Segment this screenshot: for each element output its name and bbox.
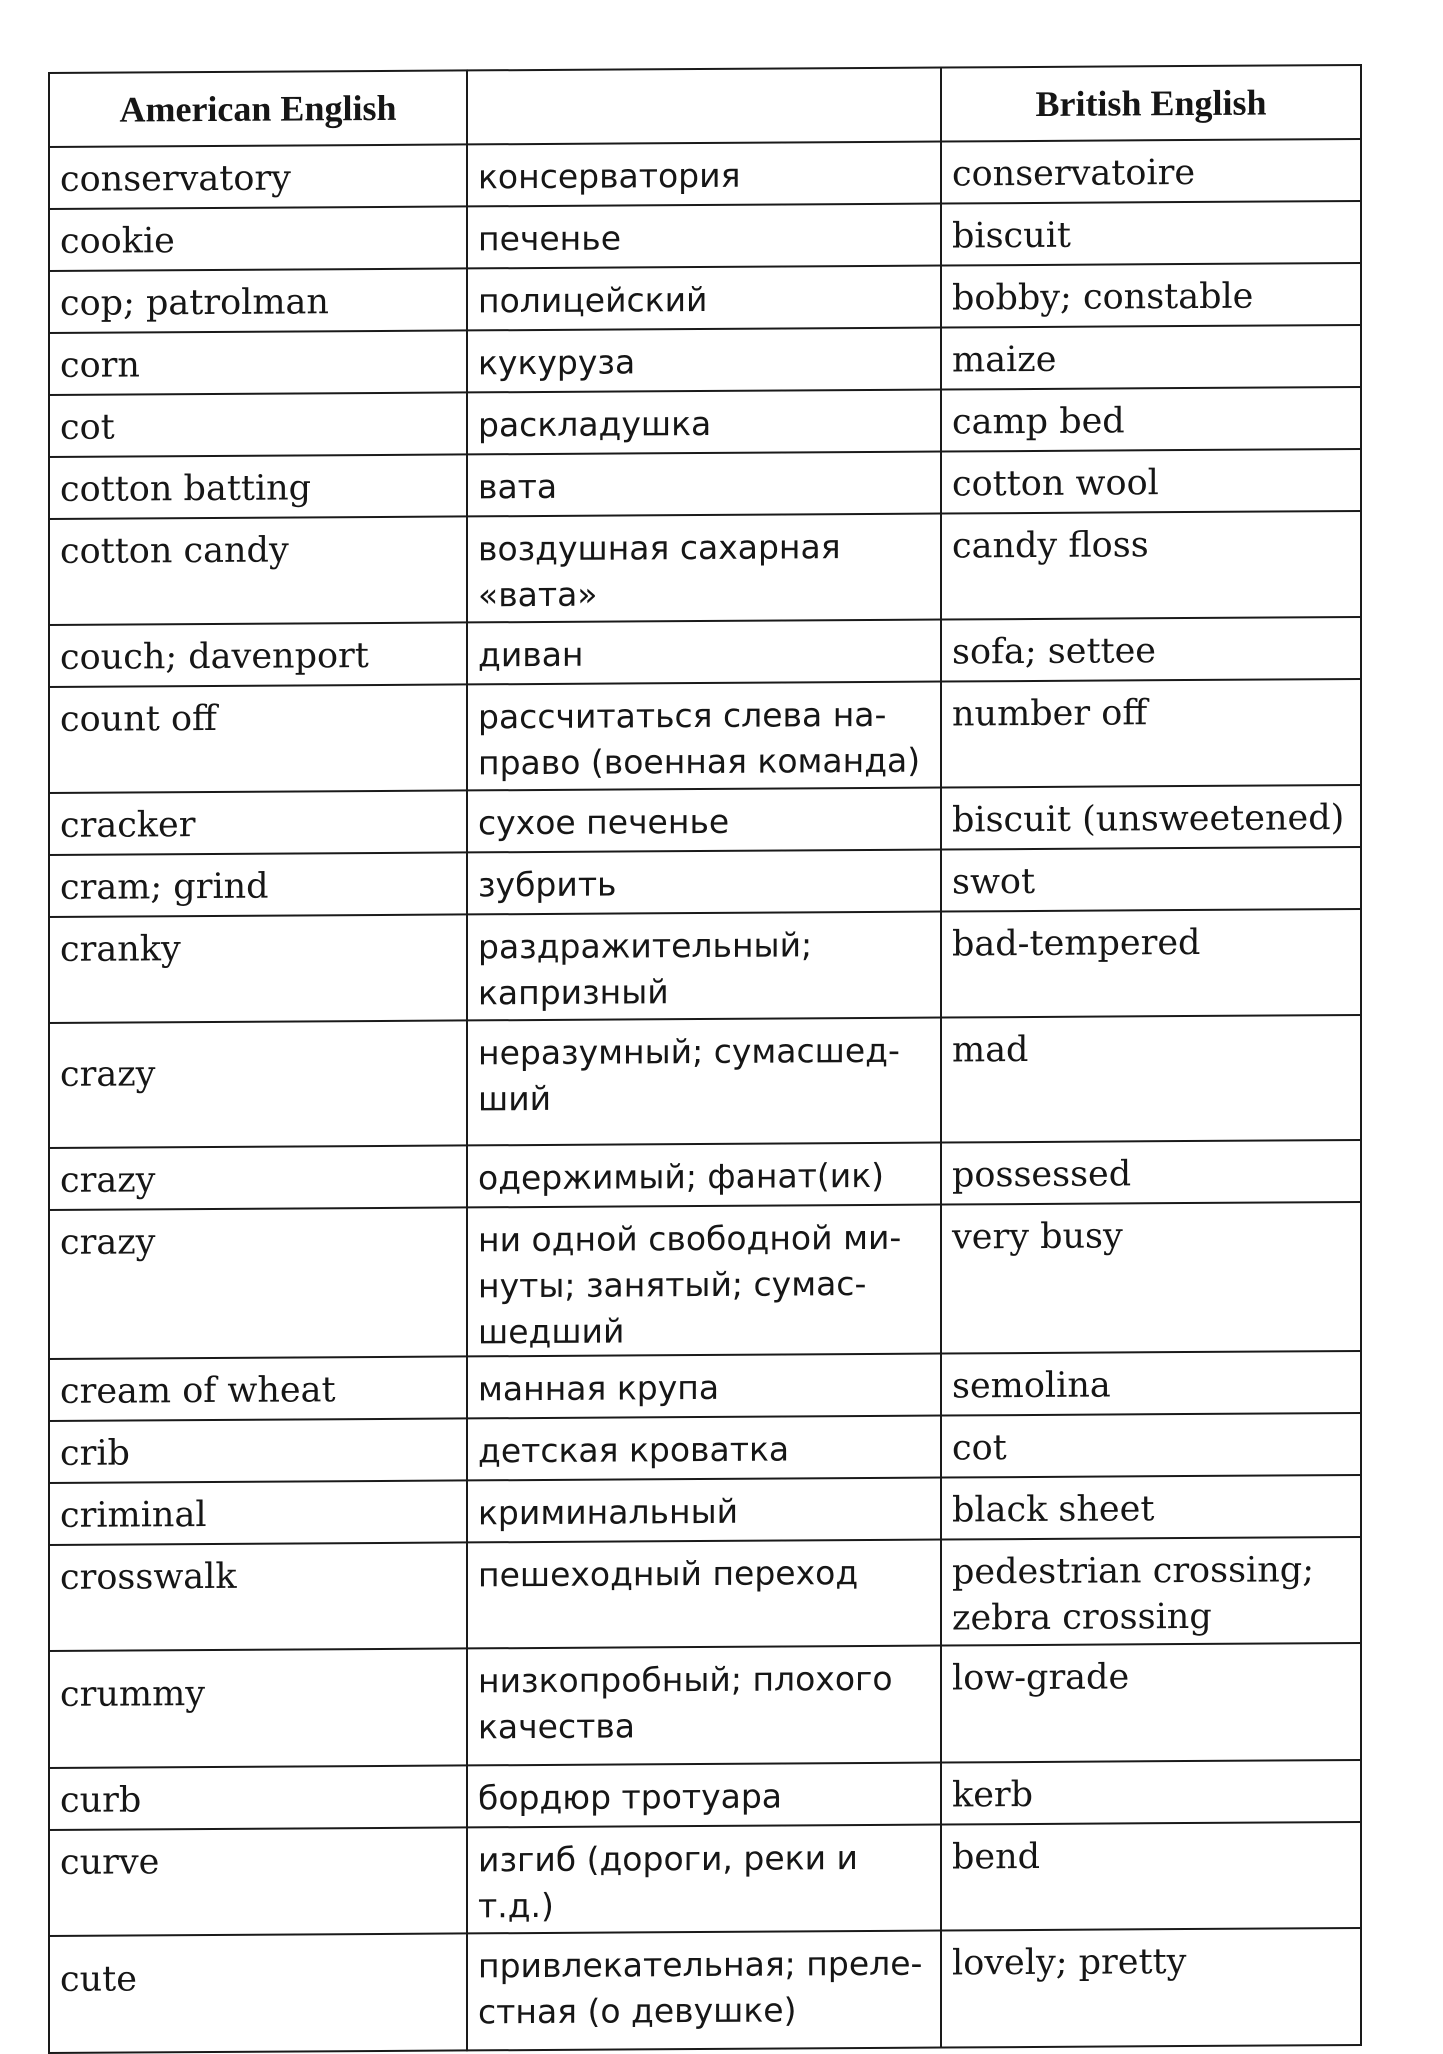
table-row [49,1351,1361,1421]
british-cell: candy floss [941,511,1361,620]
russian-cell: кукуруза [467,328,941,393]
russian-cell: диван [467,620,941,685]
russian-cell: печенье [467,204,941,269]
american-cell: conservatory [49,144,467,209]
russian-cell: манная крупа [467,1354,941,1419]
russian-cell: консерватория [467,142,941,207]
russian-cell: детская кроватка [467,1416,941,1481]
american-cell: cop; patrolman [49,268,467,333]
russian-cell: воздушная сахарная «вата» [467,514,941,623]
table-row [49,1140,1361,1210]
british-cell: possessed [941,1140,1361,1205]
russian-cell: вата [467,452,941,517]
table-row [49,387,1361,457]
russian-cell: ни одной свободной ми-нуты; занятый; сумас-шедший [467,1205,941,1357]
vocabulary-table [48,64,1362,2054]
american-cell: crazy [49,1145,467,1210]
table-row [49,679,1361,793]
british-cell: sofa; settee [941,617,1361,682]
american-cell: cotton batting [49,454,467,519]
russian-cell: одержимый; фанат(ик) [467,1143,941,1208]
table-row [49,1475,1361,1545]
british-cell: bend [941,1822,1361,1931]
table-row [49,785,1361,855]
russian-cell: рассчитаться слева на-право (военная команда) [467,682,941,791]
british-cell: kerb [941,1760,1361,1825]
american-cell: cotton candy [49,516,467,625]
russian-cell: низкопробный; плохого качества [467,1646,941,1766]
american-cell: crummy [49,1648,467,1768]
american-cell: cute [49,1933,467,2053]
american-cell: cram; grind [49,852,467,917]
american-cell: cracker [49,790,467,855]
american-cell: crazy [49,1207,467,1359]
table-row [49,617,1361,687]
table-row [49,139,1361,209]
british-cell: swot [941,847,1361,912]
british-cell: pedestrian crossing; zebra crossing [941,1537,1361,1646]
russian-cell: сухое печенье [467,788,941,853]
table-row [49,1822,1361,1936]
british-cell: biscuit [941,201,1361,266]
russian-cell: бордюр тротуара [467,1763,941,1828]
table-row [49,449,1361,519]
american-cell: crib [49,1418,467,1483]
table-header-row [49,65,1361,147]
british-cell: bad-tempered [941,909,1361,1018]
russian-cell: неразумный; сумасшед-ший [467,1018,941,1146]
british-cell: number off [941,679,1361,788]
american-cell: criminal [49,1480,467,1545]
british-cell: black sheet [941,1475,1361,1540]
russian-cell: привлекательная; преле-стная (о девушке) [467,1931,941,2051]
russian-cell: зубрить [467,850,941,915]
russian-cell: раскладушка [467,390,941,455]
table-row [49,1202,1361,1359]
table-row [49,1537,1361,1651]
header-russian [467,68,941,145]
table-row [49,909,1361,1023]
american-cell: crazy [49,1020,467,1148]
table-row [49,1643,1361,1768]
header-american-english: American English [49,70,467,147]
american-cell: crosswalk [49,1542,467,1651]
table-row [49,263,1361,333]
russian-cell: пешеходный переход [467,1540,941,1649]
american-cell: curb [49,1765,467,1830]
british-cell: camp bed [941,387,1361,452]
russian-cell: раздражительный; капризный [467,912,941,1021]
table-row [49,1413,1361,1483]
british-cell: conservatoire [941,139,1361,204]
table-row [49,1760,1361,1830]
russian-cell: криминальный [467,1478,941,1543]
british-cell: semolina [941,1351,1361,1416]
table-row [49,511,1361,625]
table-body [49,139,1361,2053]
american-cell: corn [49,330,467,395]
american-cell: couch; davenport [49,622,467,687]
american-cell: cookie [49,206,467,271]
british-cell: cot [941,1413,1361,1478]
british-cell: lovely; pretty [941,1928,1361,2048]
american-cell: count off [49,684,467,793]
british-cell: mad [941,1015,1361,1143]
header-british-english: British English [941,65,1361,142]
british-cell: low-grade [941,1643,1361,1763]
british-cell: very busy [941,1202,1361,1354]
russian-cell: изгиб (дороги, реки и т.д.) [467,1825,941,1934]
british-cell: cotton wool [941,449,1361,514]
table-row [49,1015,1361,1148]
table-row [49,201,1361,271]
american-cell: cot [49,392,467,457]
american-cell: cranky [49,914,467,1023]
russian-cell: полицейский [467,266,941,331]
american-cell: curve [49,1827,467,1936]
table-row [49,847,1361,917]
table-row [49,325,1361,395]
british-cell: biscuit (unsweetened) [941,785,1361,850]
table-row [49,1928,1361,2053]
american-cell: cream of wheat [49,1356,467,1421]
british-cell: bobby; constable [941,263,1361,328]
british-cell: maize [941,325,1361,390]
